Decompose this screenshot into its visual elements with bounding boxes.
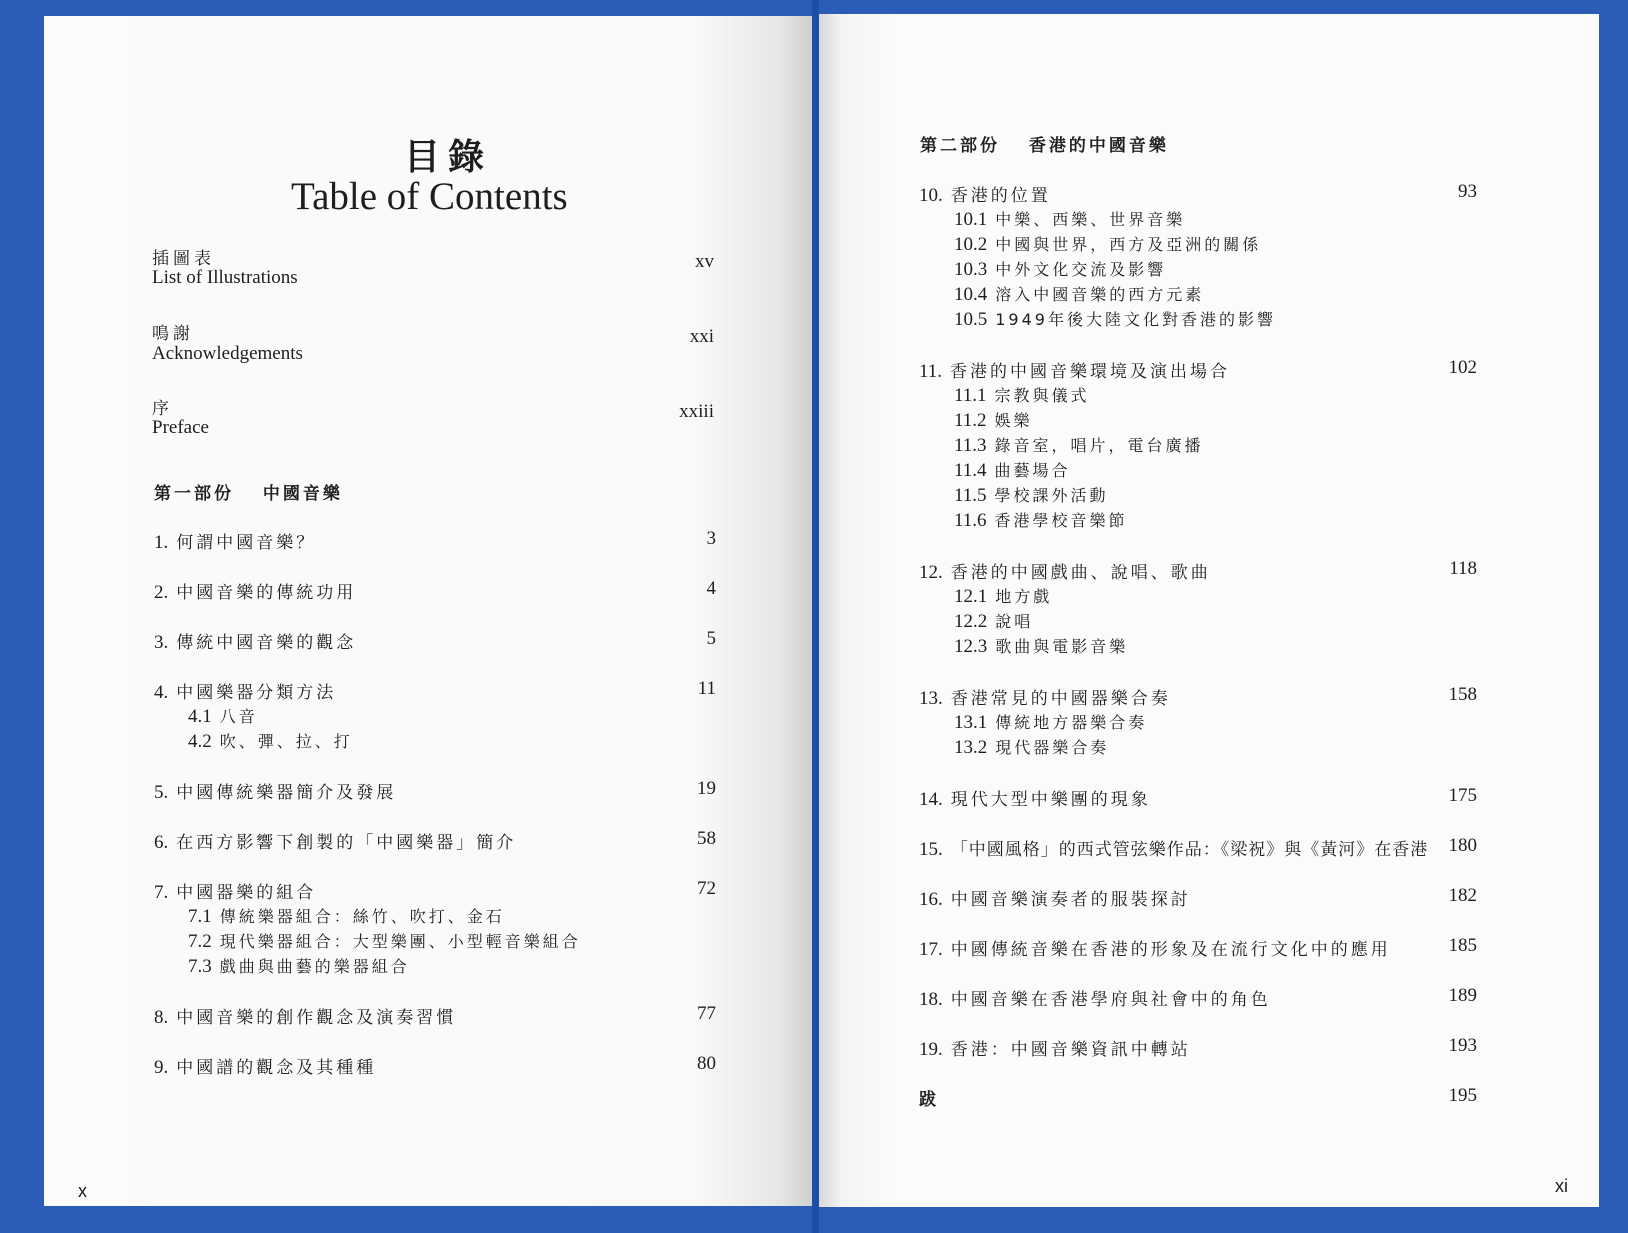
subsection[interactable] bbox=[954, 584, 1052, 608]
entry-title-text: 在西方影響下創製的「中國樂器」簡介 bbox=[176, 833, 517, 853]
entry-title bbox=[919, 1035, 1191, 1061]
page-number: 189 bbox=[1448, 985, 1477, 1006]
entry-title-text: 傳統中國音樂的觀念 bbox=[176, 633, 357, 653]
entry-title bbox=[154, 828, 516, 854]
toc-title-english: Table of Contents bbox=[291, 175, 568, 218]
page-number: 175 bbox=[1448, 785, 1477, 806]
entry-title bbox=[919, 181, 1051, 207]
entry-number: 1. bbox=[154, 532, 169, 553]
subsection[interactable] bbox=[188, 954, 410, 978]
subsection-title: 中樂、西樂、世界音樂 bbox=[995, 210, 1186, 229]
part-two-heading: 第二部份 香港的中國音樂 bbox=[920, 136, 1169, 156]
subsection-title: 學校課外活動 bbox=[994, 486, 1109, 505]
subsection[interactable] bbox=[188, 729, 353, 753]
entry-number: 9. bbox=[154, 1057, 169, 1078]
page-number: 158 bbox=[1448, 684, 1477, 705]
subsection[interactable] bbox=[188, 704, 258, 728]
subsection[interactable] bbox=[954, 483, 1109, 507]
left-page bbox=[44, 16, 812, 1206]
front-matter-zh: 序 bbox=[152, 399, 173, 419]
entry-title bbox=[919, 835, 1428, 861]
subsection[interactable] bbox=[954, 232, 1261, 256]
entry-title bbox=[154, 1053, 376, 1079]
entry-title-text: 香港常見的中國器樂合奏 bbox=[950, 689, 1171, 709]
entry-number: 11. bbox=[919, 361, 943, 382]
entry-title bbox=[919, 885, 1191, 911]
entry-title-text: 「中國風格」的西式管弦樂作品：《梁祝》與《黃河》在香港 bbox=[950, 840, 1429, 860]
subsection-title: 地方戲 bbox=[995, 587, 1053, 606]
entry-title bbox=[154, 878, 316, 904]
entry-title-text: 香港的位置 bbox=[950, 186, 1051, 206]
subsection-title: 中國與世界，西方及亞洲的關係 bbox=[995, 235, 1262, 254]
page-number: 3 bbox=[706, 528, 716, 549]
subsection[interactable] bbox=[954, 383, 1090, 407]
subsection-title: 吹、彈、拉、打 bbox=[219, 732, 353, 751]
front-matter-en: Acknowledgements bbox=[152, 343, 303, 364]
page-number: xv bbox=[695, 251, 714, 272]
subsection-title: 娛樂 bbox=[994, 411, 1033, 430]
subsection[interactable] bbox=[954, 408, 1033, 432]
entry-title-text: 中國音樂演奏者的服裝探討 bbox=[950, 890, 1191, 910]
entry-title bbox=[154, 678, 336, 704]
entry-title-text: 何謂中國音樂？ bbox=[176, 533, 317, 553]
subsection[interactable] bbox=[188, 904, 505, 928]
front-matter-en: Preface bbox=[152, 417, 209, 438]
entry-number: 10. bbox=[919, 185, 943, 206]
page-number: 80 bbox=[697, 1053, 716, 1074]
entry-number: 2. bbox=[154, 582, 169, 603]
subsection-number: 13.2 bbox=[954, 737, 988, 758]
entry-title bbox=[919, 1085, 939, 1110]
subsection[interactable] bbox=[954, 735, 1109, 759]
entry-title-text: 中國傳統音樂在香港的形象及在流行文化中的應用 bbox=[950, 940, 1391, 960]
subsection[interactable] bbox=[954, 282, 1204, 306]
entry-title bbox=[919, 985, 1271, 1011]
entry-title bbox=[154, 778, 396, 804]
subsection[interactable] bbox=[954, 207, 1185, 231]
page-number: xxi bbox=[689, 326, 714, 347]
right-page bbox=[819, 14, 1599, 1207]
subsection-number: 12.3 bbox=[954, 636, 988, 657]
subsection-number: 11.5 bbox=[954, 485, 987, 506]
subsection-number: 7.2 bbox=[188, 931, 212, 952]
subsection-title: 中外文化交流及影響 bbox=[995, 260, 1167, 279]
subsection[interactable] bbox=[954, 508, 1128, 532]
page-folio: xi bbox=[1555, 1176, 1568, 1196]
page-number: 118 bbox=[1449, 558, 1477, 579]
page-number: 180 bbox=[1448, 835, 1477, 856]
page-number: 182 bbox=[1448, 885, 1477, 906]
page-number: 195 bbox=[1448, 1085, 1477, 1106]
entry-number: 19. bbox=[919, 1039, 943, 1060]
subsection-title: 說唱 bbox=[995, 612, 1034, 631]
book-gutter bbox=[812, 0, 819, 1233]
page-number: 77 bbox=[697, 1003, 716, 1024]
front-matter-en: List of Illustrations bbox=[152, 267, 298, 288]
subsection-title: 八音 bbox=[219, 707, 258, 726]
entry-number: 3. bbox=[154, 632, 169, 653]
subsection-title: 香港學校音樂節 bbox=[994, 511, 1128, 530]
entry-number: 12. bbox=[919, 562, 943, 583]
subsection-number: 12.2 bbox=[954, 611, 988, 632]
subsection[interactable] bbox=[954, 634, 1128, 658]
subsection-number: 11.6 bbox=[954, 510, 987, 531]
front-matter-zh: 插圖表 bbox=[152, 249, 215, 269]
subsection[interactable] bbox=[954, 458, 1071, 482]
entry-number: 6. bbox=[154, 832, 169, 853]
subsection-number: 10.5 bbox=[954, 309, 988, 330]
subsection-number: 4.2 bbox=[188, 731, 212, 752]
entry-number: 15. bbox=[919, 839, 943, 860]
subsection-title: 溶入中國音樂的西方元素 bbox=[995, 285, 1205, 304]
page-number: 185 bbox=[1448, 935, 1477, 956]
subsection[interactable] bbox=[954, 307, 1276, 331]
entry-title-text: 中國音樂的創作觀念及演奏習慣 bbox=[176, 1008, 457, 1028]
entry-title-text: 香港：中國音樂資訊中轉站 bbox=[950, 1040, 1191, 1060]
subsection-number: 10.2 bbox=[954, 234, 988, 255]
entry-title bbox=[154, 1003, 456, 1029]
entry-title bbox=[919, 558, 1211, 584]
subsection-title: 傳統地方器樂合奏 bbox=[995, 713, 1148, 732]
entry-title-text: 跋 bbox=[919, 1090, 939, 1110]
page-number: 4 bbox=[706, 578, 716, 599]
page-number: 102 bbox=[1448, 357, 1477, 378]
page-number: 58 bbox=[697, 828, 716, 849]
entry-number: 5. bbox=[154, 782, 169, 803]
entry-number: 14. bbox=[919, 789, 943, 810]
entry-title bbox=[154, 528, 316, 554]
subsection-number: 11.2 bbox=[954, 410, 987, 431]
page-number: 93 bbox=[1458, 181, 1477, 202]
page-number: 193 bbox=[1448, 1035, 1477, 1056]
page-number: 5 bbox=[706, 628, 716, 649]
page-number: 11 bbox=[697, 678, 716, 699]
entry-title bbox=[919, 684, 1171, 710]
entry-title-text: 中國音樂在香港學府與社會中的角色 bbox=[950, 990, 1271, 1010]
entry-title-text: 中國樂器分類方法 bbox=[176, 683, 337, 703]
subsection-title: 歌曲與電影音樂 bbox=[995, 637, 1129, 656]
subsection-title: 現代樂器組合：大型樂團、小型輕音樂組合 bbox=[219, 932, 581, 951]
entry-number: 4. bbox=[154, 682, 169, 703]
subsection-title: 戲曲與曲藝的樂器組合 bbox=[219, 957, 410, 976]
entry-title bbox=[154, 578, 356, 604]
subsection-number: 10.3 bbox=[954, 259, 988, 280]
subsection-title: 1949年後大陸文化對香港的影響 bbox=[995, 310, 1276, 329]
part-one-heading: 第一部份 中國音樂 bbox=[154, 484, 343, 504]
subsection-number: 10.4 bbox=[954, 284, 988, 305]
page-number: 72 bbox=[697, 878, 716, 899]
subsection[interactable] bbox=[954, 433, 1204, 457]
entry-title-text: 現代大型中樂團的現象 bbox=[950, 790, 1151, 810]
subsection-title: 現代器樂合奏 bbox=[995, 738, 1110, 757]
entry-number: 8. bbox=[154, 1007, 169, 1028]
entry-title bbox=[919, 785, 1151, 811]
subsection-number: 12.1 bbox=[954, 586, 988, 607]
entry-number: 18. bbox=[919, 989, 943, 1010]
subsection-number: 7.3 bbox=[188, 956, 212, 977]
subsection[interactable] bbox=[954, 257, 1166, 281]
entry-title-text: 中國器樂的組合 bbox=[176, 883, 317, 903]
entry-title bbox=[919, 935, 1391, 961]
page-number: xxiii bbox=[679, 401, 714, 422]
toc-title-chinese: 目錄 bbox=[404, 137, 493, 178]
subsection-title: 傳統樂器組合：絲竹、吹打、金石 bbox=[219, 907, 505, 926]
subsection[interactable] bbox=[188, 929, 581, 953]
entry-title bbox=[919, 357, 1230, 383]
subsection-title: 錄音室，唱片，電台廣播 bbox=[994, 436, 1204, 455]
page-number: 19 bbox=[697, 778, 716, 799]
subsection-number: 13.1 bbox=[954, 712, 988, 733]
entry-number: 7. bbox=[154, 882, 169, 903]
entry-title-text: 中國音樂的傳統功用 bbox=[176, 583, 357, 603]
entry-number: 17. bbox=[919, 939, 943, 960]
subsection-number: 4.1 bbox=[188, 706, 212, 727]
subsection[interactable] bbox=[954, 609, 1033, 633]
entry-number: 16. bbox=[919, 889, 943, 910]
subsection[interactable] bbox=[954, 710, 1147, 734]
entry-title bbox=[154, 628, 356, 654]
subsection-number: 11.4 bbox=[954, 460, 987, 481]
entry-title-text: 中國傳統樂器簡介及發展 bbox=[176, 783, 397, 803]
subsection-number: 10.1 bbox=[954, 209, 988, 230]
subsection-title: 宗教與儀式 bbox=[994, 386, 1090, 405]
subsection-number: 11.1 bbox=[954, 385, 987, 406]
entry-title-text: 香港的中國音樂環境及演出場合 bbox=[950, 362, 1231, 382]
page-folio: x bbox=[78, 1181, 87, 1201]
subsection-number: 7.1 bbox=[188, 906, 212, 927]
entry-title-text: 香港的中國戲曲、說唱、歌曲 bbox=[950, 563, 1211, 583]
entry-title-text: 中國譜的觀念及其種種 bbox=[176, 1058, 377, 1078]
entry-number: 13. bbox=[919, 688, 943, 709]
subsection-number: 11.3 bbox=[954, 435, 987, 456]
subsection-title: 曲藝場合 bbox=[994, 461, 1071, 480]
front-matter-zh: 鳴謝 bbox=[152, 324, 194, 344]
